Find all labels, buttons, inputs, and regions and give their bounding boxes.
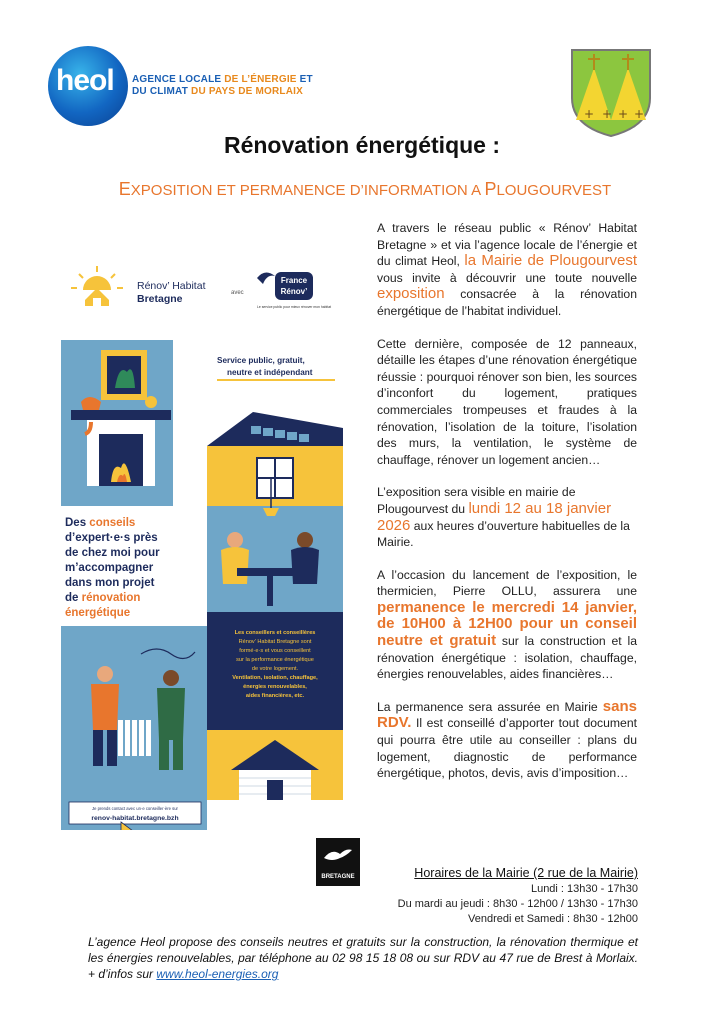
brand-line1: Rénov’ Habitat [137, 280, 206, 292]
sun-house-icon [71, 266, 123, 306]
service-line1: Service public, gratuit, [217, 356, 305, 365]
paragraph-intro: A travers le réseau public « Rénov’ Habitat Bretagne » et via l’agence locale de l’énergie et du climat Heol, la Mairie de Plougourvest vous invite à découvrir une toute nouvelle exposition consacrée à la rénovation énergétique de l’habitat individuel. [377, 221, 637, 318]
page-subtitle: EXPOSITION ET PERMANENCE D’INFORMATION A PLOUGOURVEST [118, 179, 612, 199]
hours-title: Horaires de la Mairie (2 rue de la Mairie) [414, 866, 638, 880]
hours-line: Du mardi au jeudi : 8h30 - 12h00 / 13h30 - 17h30 [397, 898, 638, 910]
contact-url: renov-habitat.bretagne.bzh [91, 815, 179, 822]
svg-text:de rénovation: de rénovation [65, 592, 141, 604]
renov-habitat-poster [61, 250, 343, 830]
paragraph-permanence: A l’occasion du lancement de l’exposition, le thermicien, Pierre OLLU, assurera une permanence le mercredi 14 janvier, de 10H00 à 12H00 pour un conseil neutre et gratuit sur la construction et la rénovation énergétique : isolation, chauffage, énergies renouvelables, aides financières… [377, 567, 637, 682]
hours-line: Lundi : 13h30 - 17h30 [530, 883, 638, 895]
heol-website-link[interactable]: www.heol-energies.org [156, 967, 279, 981]
hours-line: Vendredi et Samedi : 8h30 - 12h00 [467, 913, 638, 925]
svg-text:Rénov’ Habitat Bretagne sont: Rénov’ Habitat Bretagne sont [238, 639, 312, 645]
svg-text:aides financières, etc.: aides financières, etc. [245, 693, 305, 699]
svg-text:Ventilation, isolation, chauff: Ventilation, isolation, chauffage, [232, 675, 318, 681]
paragraph-description: Cette dernière, composée de 12 panneaux, détaille les étapes d’une rénovation énergétique réussie : pourquoi rénover son bien, les sources d’inconfort du logement, pratiques commerciales trompeuses et fraudes à la rénovation, l’isolation de la toiture, l’isolation des murs, la ventilation, le système de chauffage, rénover un logement ancien… [377, 336, 637, 467]
france-line1: France [280, 276, 308, 285]
france-line2: Rénov’ [280, 287, 308, 296]
svg-text:+: + [634, 107, 645, 121]
svg-text:Des conseils: Des conseils [65, 517, 136, 529]
service-line2: neutre et indépendant [227, 368, 313, 377]
svg-text:formé·e·s et vous conseillent: formé·e·s et vous conseillent [239, 648, 311, 654]
france-small: Le service public pour mieux rénover mon habitat [257, 305, 332, 309]
svg-text:énergétique: énergétique [65, 607, 131, 619]
svg-text:dans mon projet: dans mon projet [65, 577, 155, 589]
svg-text:+: + [602, 107, 613, 121]
footer-note: L’agence Heol propose des conseils neutres et gratuits sur la construction, la rénovation thermique et les énergies renouvelables, par téléphone au 02 98 15 18 08 ou sur RDV au 47 rue de Brest à Morlaix. + d’infos sur www.heol-energies.org [88, 935, 638, 981]
svg-text:m’accompagner: m’accompagner [65, 562, 154, 574]
svg-text:Les conseillers et conseillère: Les conseillers et conseillères [234, 630, 316, 636]
svg-text:de votre logement.: de votre logement. [251, 666, 299, 672]
contact-line: Je prends contact avec un·e conseiller·ère sur [92, 806, 178, 811]
svg-text:d’expert·e·s près: d’expert·e·s près [65, 532, 158, 544]
plougourvest-coat-of-arms-icon [568, 46, 654, 138]
agency-name: AGENCE LOCALE DE L’ÉNERGIE ET DU CLIMAT DU PAYS DE MORLAIX [132, 74, 313, 97]
svg-text:+: + [584, 107, 595, 121]
region-logo-text: BRETAGNE [321, 874, 355, 880]
region-bird-icon [322, 844, 354, 866]
page-title: Rénovation énergétique : [223, 132, 501, 158]
article-text [377, 220, 637, 798]
svg-text:de chez moi pour: de chez moi pour [65, 547, 160, 559]
avec-label: avec [231, 290, 244, 296]
heol-logo-word: heol [56, 64, 114, 97]
svg-text:+: + [618, 107, 629, 121]
town-hall-hours [360, 864, 638, 927]
paragraph-no-appointment: La permanence sera assurée en Mairie sans RDV. Il est conseillé d’apporter tout document qui pourra être utile au conseiller : plans du logement, diagnostic de performance énergétique, photos, devis, avis d’imposition… [377, 697, 637, 781]
brand-line2: Bretagne [137, 293, 183, 305]
paragraph-dates: L’exposition sera visible en mairie de Plougourvest du lundi 12 au 18 janvier 2026 aux heures d’ouverture habituelles de la Mairie. [377, 485, 630, 550]
svg-text:sur la performance énergétique: sur la performance énergétique [236, 657, 314, 663]
svg-text:énergies renouvelables,: énergies renouvelables, [243, 684, 307, 690]
